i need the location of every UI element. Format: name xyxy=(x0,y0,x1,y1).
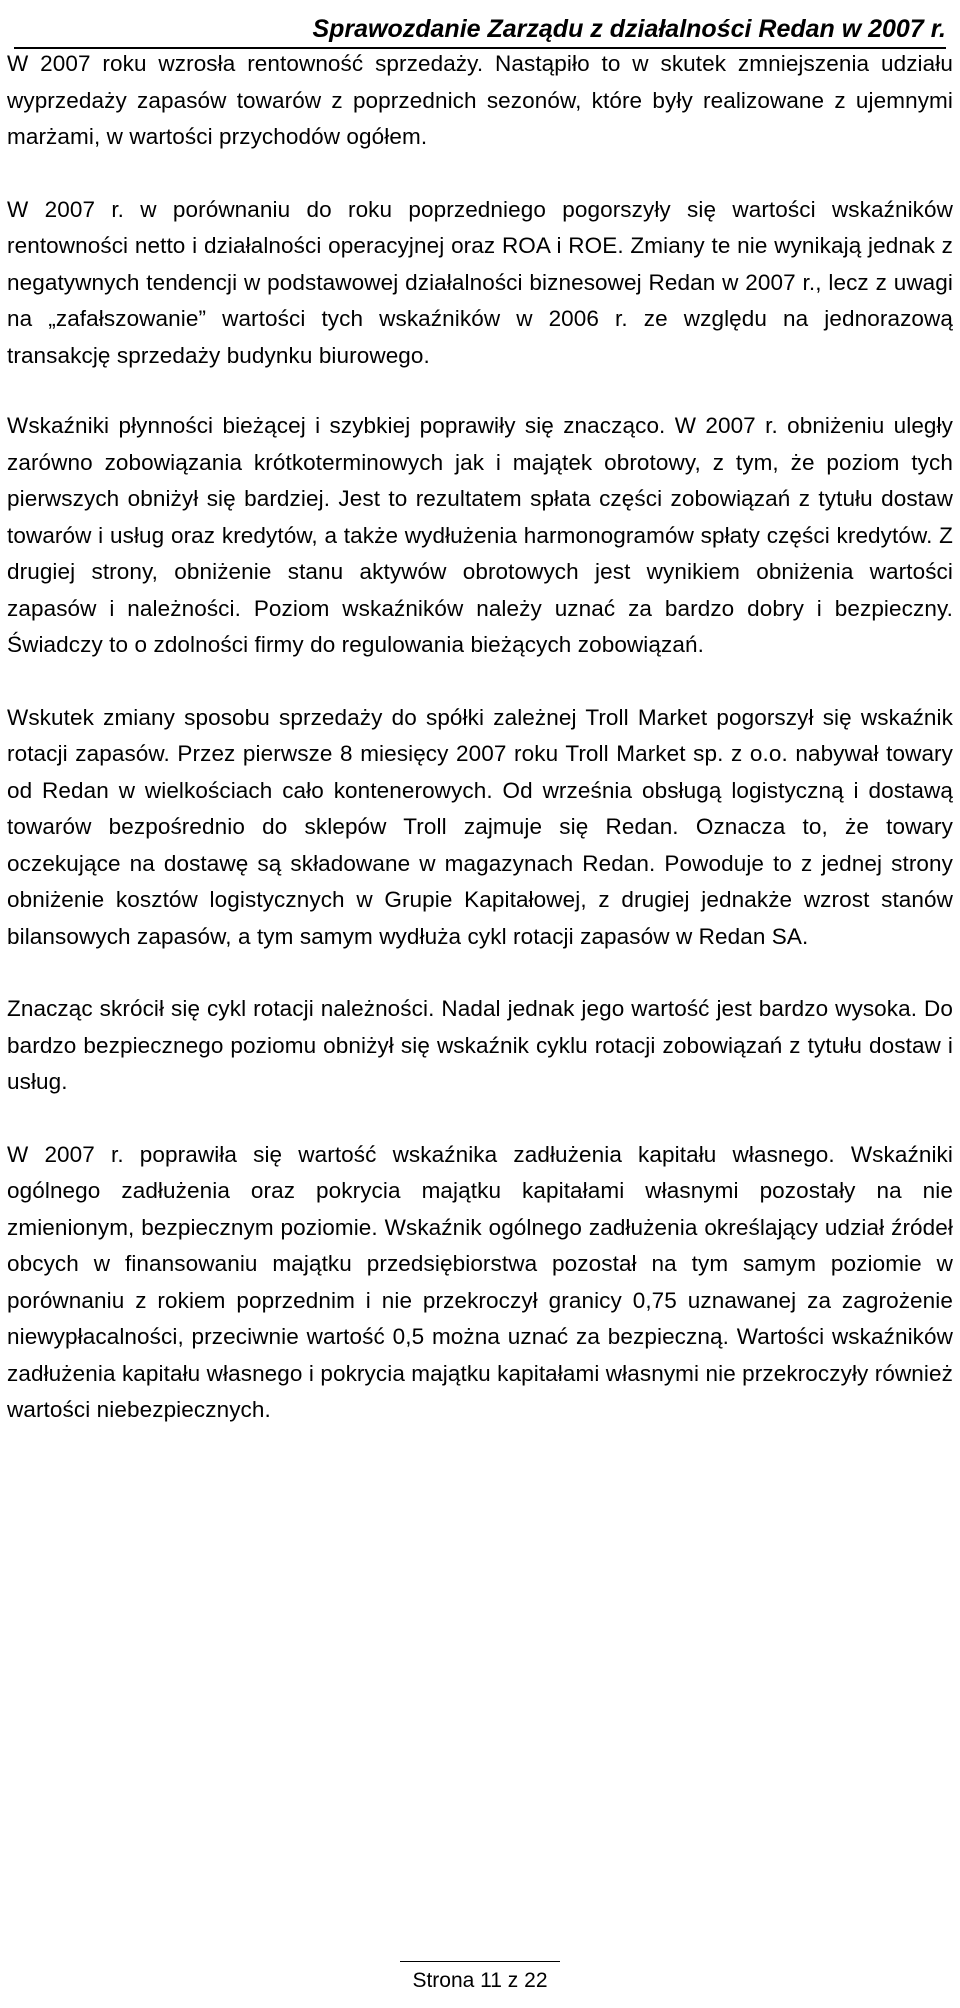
paragraph-inventory-turnover: Wskutek zmiany sposobu sprzedaży do spółki zależnej Troll Market pogorszył się wskaźnik rotacji zapasów. Przez pierwsze 8 miesięcy 2007 roku Troll Market sp. z o.o. nabywał towary od Redan w wielkościach cało kontenerowych. Od września obsługą logistyczną i dostawą towarów bezpośrednio do sklepów Troll zajmuje się Redan. Oznacza to, że towary oczekujące na dostawę są składowane w magazynach Redan. Powoduje to z jednej strony obniżenie kosztów logistycznych w Grupie Kapitałowej, z drugiej jednakże wzrost stanów bilansowych zapasów, a tym samym wydłuża cykl rotacji zapasów w Redan SA. xyxy=(7,704,953,949)
document-title: Sprawozdanie Zarządu z działalności Redan w 2007 r. xyxy=(312,15,946,43)
paragraph-debt-ratios: W 2007 r. poprawiła się wartość wskaźnika zadłużenia kapitału własnego. Wskaźniki ogólnego zadłużenia oraz pokrycia majątku kapitałami własnymi pozostały na nie zmienionym, bezpiecznym poziomie. Wskaźnik ogólnego zadłużenia określający udział źródeł obcych w finansowaniu majątku przedsiębiorstwa pozostał na tym samym poziomie w porównaniu z rokiem poprzednim i nie przekroczył granicy 0,75 uznawanej za zagrożenie niewypłacalności, przeciwnie wartość 0,5 można uznać za bezpieczną. Wartości wskaźników zadłużenia kapitału własnego i pokrycia majątku kapitałami własnymi nie przekroczyły również wartości niebezpiecznych. xyxy=(7,1141,953,1422)
page-footer xyxy=(0,1961,960,1994)
paragraph-liquidity-ratios: Wskaźniki płynności bieżącej i szybkiej poprawiły się znacząco. W 2007 r. obniżeniu uległy zarówno zobowiązania krótkoterminowych jak i majątek obrotowy, z tym, że poziom tych pierwszych obniżył się bardziej. Jest to rezultatem spłata części zobowiązań z tytułu dostaw towarów i usług oraz kredytów, a także wydłużenia harmonogramów spłaty części kredytów. Z drugiej strony, obniżenie stanu aktywów obrotowych jest wynikiem obniżenia wartości zapasów i należności. Poziom wskaźników należy uznać za bardzo dobry i bezpieczny. Świadczy to o zdolności firmy do regulowania bieżących zobowiązań. xyxy=(7,413,953,657)
page-number: Strona 11 z 22 xyxy=(412,1969,548,1992)
paragraph-receivables-turnover: Znacząc skrócił się cykl rotacji należności. Nadal jednak jego wartość jest bardzo wysoka. Do bardzo bezpiecznego poziomu obniżył się wskaźnik cyklu rotacji zobowiązań z tytułu dostaw i usług. xyxy=(7,996,953,1094)
document-body xyxy=(7,46,953,1429)
paragraph-sales-profitability: W 2007 roku wzrosła rentowność sprzedaży. Nastąpiło to w skutek zmniejszenia udziału wyprzedaży zapasów towarów z poprzednich sezonów, które były realizowane z ujemnymi marżami, w wartości przychodów ogółem. xyxy=(7,51,953,149)
page-header xyxy=(14,14,946,49)
footer-divider xyxy=(400,1961,560,1962)
paragraph-profitability-ratios: W 2007 r. w porównaniu do roku poprzedniego pogorszyły się wartości wskaźników rentowności netto i działalności operacyjnej oraz ROA i ROE. Zmiany te nie wynikają jednak z negatywnych tendencji w podstawowej działalności biznesowej Redan w 2007 r., lecz z uwagi na „zafałszowanie” wartości tych wskaźników w 2006 r. ze względu na jednorazową transakcję sprzedaży budynku biurowego. xyxy=(7,196,953,368)
